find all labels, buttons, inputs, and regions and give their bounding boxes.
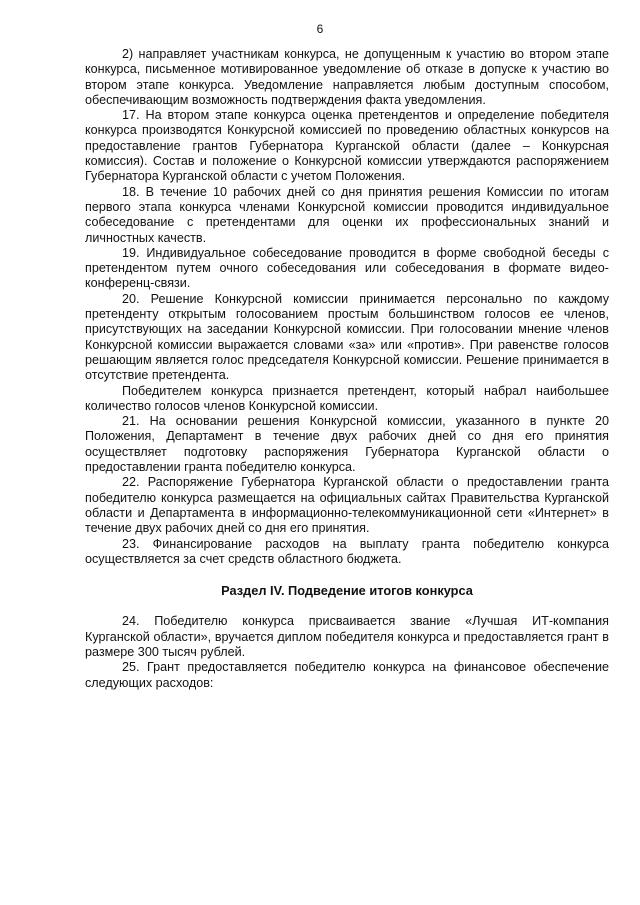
document-body: [85, 47, 609, 691]
paragraph-23: 23. Финансирование расходов на выплату гранта победителю конкурса осуществляется за счет средств областного бюджета.: [85, 536, 609, 566]
paragraph-item-2: 2) направляет участникам конкурса, не допущенным к участию во втором этапе конкурса, письменное мотивированное уведомление об отказе в допуске к участию во втором этапе конкурса. Уведомление направляется любым доступным способом, обеспечивающим возможность подтверждения факта уведомления.: [85, 47, 609, 107]
paragraph-20: 20. Решение Конкурсной комиссии принимается персонально по каждому претенденту открытым голосованием простым большинством голосов ее членов, присутствующих на заседании Конкурсной комиссии. При голосовании мнение членов Конкурсной комиссии выражается словами «за» или «против». При равенстве голосов решающим является голос председателя Конкурсной комиссии. Решение принимается в отсутствие претендента.: [85, 291, 609, 383]
section-heading: Раздел IV. Подведение итогов конкурса: [221, 583, 473, 599]
paragraph-21: 21. На основании решения Конкурсной комиссии, указанного в пункте 20 Положения, Департамент в течение двух рабочих дней со дня его принятия осуществляет подготовку распоряжения Губернатора Курганской области о предоставлении гранта победителю конкурса.: [85, 414, 609, 475]
paragraph-17: 17. На втором этапе конкурса оценка претендентов и определение победителя конкурса производятся Конкурсной комиссией по проведению областных конкурсов на предоставление грантов Губернатора Курганской области (далее – Конкурсная комиссия). Состав и положение о Конкурсной комиссии утверждаются распоряжением Губернатора Курганской области с учетом Положения.: [85, 108, 609, 184]
page-number: 6: [316, 22, 324, 36]
paragraph-19: 19. Индивидуальное собеседование проводится в форме свободной беседы с претендентом путем очного собеседования или собеседования в формате видео-конференц-связи.: [85, 245, 609, 291]
paragraph-24: 24. Победителю конкурса присваивается звание «Лучшая ИТ-компания Курганской области», вручается диплом победителя конкурса и предоставляется грант в размере 300 тысяч рублей.: [85, 614, 609, 659]
paragraph-25: 25. Грант предоставляется победителю конкурса на финансовое обеспечение следующих расходов:: [85, 660, 609, 690]
paragraph-20-winner: Победителем конкурса признается претендент, который набрал наибольшее количество голосов членов Конкурсной комиссии.: [85, 383, 609, 413]
paragraph-18: 18. В течение 10 рабочих дней со дня принятия решения Комиссии по итогам первого этапа конкурса членами Конкурсной комиссии проводится индивидуальное собеседование с претендентами для оценки их профессиональных знаний и личностных качеств.: [85, 184, 609, 245]
paragraph-22: 22. Распоряжение Губернатора Курганской области о предоставлении гранта победителю конкурса размещается на официальных сайтах Правительства Курганской области и Департамента в информационно-телекоммуникационной сети «Интернет» в течение двух рабочих дней со дня его принятия.: [85, 475, 609, 536]
